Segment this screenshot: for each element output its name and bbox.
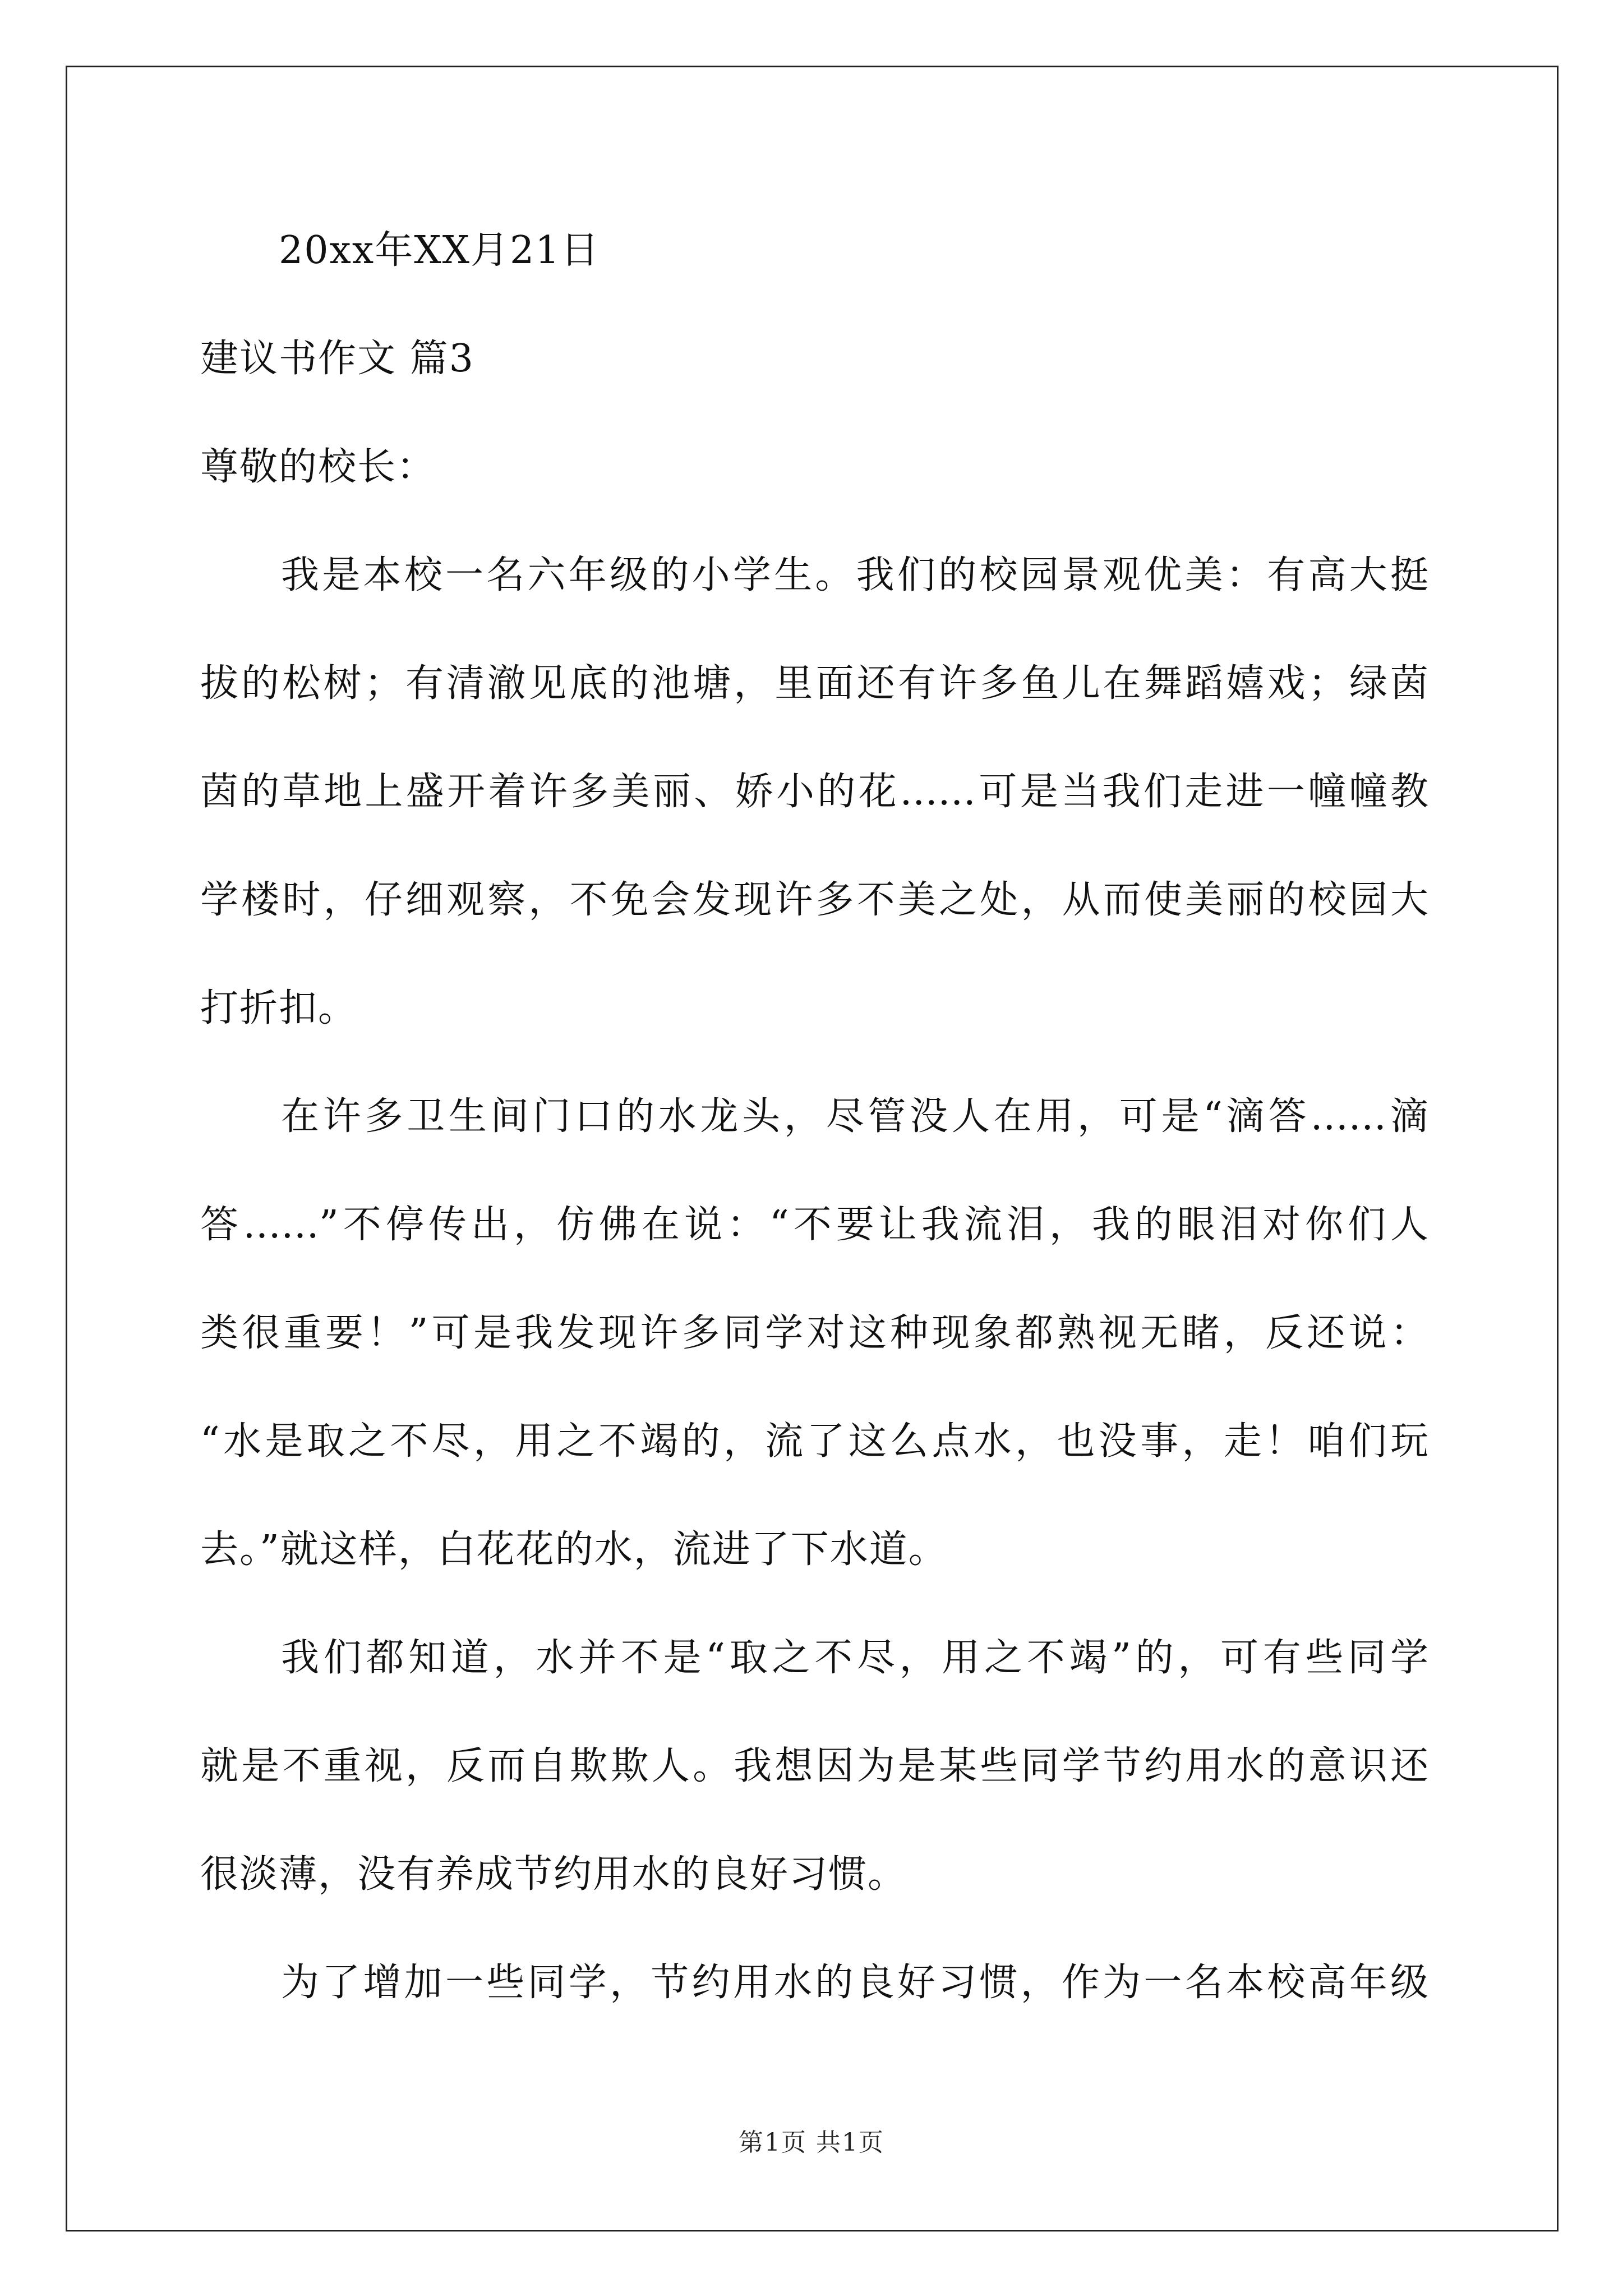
paragraph-line: 茵的草地上盛开着许多美丽、娇小的花……可是当我们走进一幢幢教 [200, 770, 1428, 814]
paragraph-line: 答……”不停传出，仿佛在说：“不要让我流泪，我的眼泪对你们人 [200, 1203, 1428, 1247]
salutation: 尊敬的校长： [200, 445, 436, 489]
paragraph-line: 类很重要！”可是我发现许多同学对这种现象都熟视无睹，反还说： [200, 1311, 1428, 1355]
date-line: 20xx年XX月21日 [279, 228, 600, 273]
paragraph-line: 去。”就这样，白花花的水，流进了下水道。 [200, 1527, 948, 1572]
paragraph-line: 我们都知道，水并不是“取之不尽，用之不竭”的，可有些同学 [281, 1636, 1428, 1680]
paragraph-line: 在许多卫生间门口的水龙头，尽管没人在用，可是“滴答……滴 [281, 1094, 1428, 1139]
paragraph-line: 就是不重视，反而自欺欺人。我想因为是某些同学节约用水的意识还 [200, 1744, 1428, 1788]
section-heading: 建议书作文 篇3 [200, 337, 474, 381]
paragraph-line: 学楼时，仔细观察，不免会发现许多不美之处，从而使美丽的校园大 [200, 878, 1428, 922]
page-frame [66, 66, 1559, 2231]
paragraph-line: 打折扣。 [200, 986, 358, 1030]
page-footer: 第1页 共1页 [739, 2128, 884, 2157]
paragraph-line: 我是本校一名六年级的小学生。我们的校园景观优美：有高大挺 [281, 553, 1428, 597]
paragraph-line: 为了增加一些同学，节约用水的良好习惯，作为一名本校高年级 [281, 1961, 1428, 2005]
paragraph-line: 拔的松树；有清澈见底的池塘，里面还有许多鱼儿在舞蹈嬉戏；绿茵 [200, 661, 1428, 706]
paragraph-line: “水是取之不尽，用之不竭的，流了这么点水，也没事，走！咱们玩 [200, 1419, 1428, 1464]
paragraph-line: 很淡薄，没有养成节约用水的良好习惯。 [200, 1852, 907, 1897]
